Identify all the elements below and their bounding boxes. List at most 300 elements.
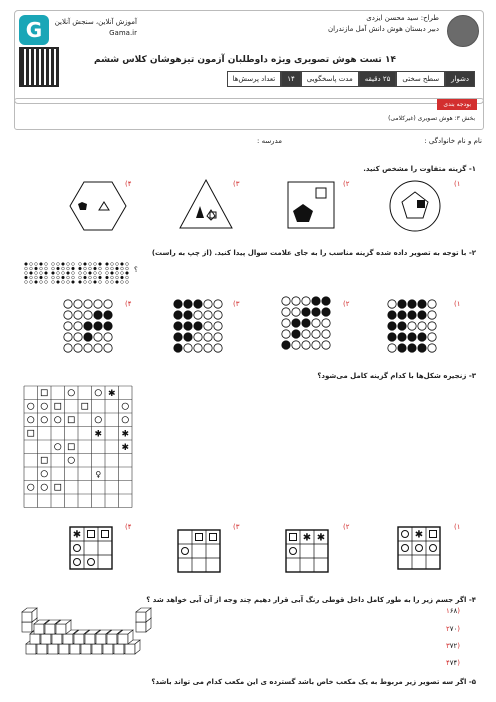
square-symbol <box>430 531 437 538</box>
dot-mark <box>302 308 310 316</box>
circle-symbol <box>41 471 47 477</box>
sequence-dot <box>40 272 43 275</box>
dot-mark <box>184 311 192 319</box>
dot-mark <box>214 333 222 341</box>
dot-mark <box>292 330 300 338</box>
dot-mark <box>94 300 102 308</box>
dot-mark <box>74 311 82 319</box>
q1-option3-figure <box>178 178 234 230</box>
circle-symbol <box>88 559 95 566</box>
dot-mark <box>84 333 92 341</box>
sequence-dot <box>84 276 87 279</box>
q3-option4-grid <box>70 527 118 575</box>
sequence-dot <box>126 281 129 284</box>
circle-symbol <box>74 545 81 552</box>
sequence-dot <box>30 272 33 275</box>
sequence-dot <box>121 267 124 270</box>
dot-mark <box>104 322 112 330</box>
sequence-dot <box>84 281 87 284</box>
dot-mark <box>84 311 92 319</box>
dot-mark <box>204 300 212 308</box>
dot-mark <box>282 319 290 327</box>
cube-face <box>74 634 84 644</box>
question-3 <box>317 372 476 380</box>
question-text: اگر سه تصویر زیر مربوط به یک مکعب خاص باشد گسترده ی این مکعب کدام می تواند باشد؟ <box>151 678 467 686</box>
dot-mark <box>312 330 320 338</box>
section-tag: بودجه بندی <box>437 99 477 110</box>
cube-face <box>70 644 80 654</box>
sequence-dot <box>121 263 124 266</box>
section-box <box>14 98 484 130</box>
circle-symbol <box>416 545 423 552</box>
circle-symbol <box>41 417 47 423</box>
dot-mark <box>292 308 300 316</box>
dot-mark <box>312 341 320 349</box>
square-symbol <box>290 534 297 541</box>
dot-mark <box>64 311 72 319</box>
dot-mark <box>398 344 406 352</box>
sequence-dot <box>62 272 65 275</box>
square-symbol <box>41 457 47 463</box>
sequence-dot <box>57 276 60 279</box>
dot-mark <box>398 322 406 330</box>
square-symbol <box>41 390 47 396</box>
option-label[interactable]: (۲ <box>343 180 350 188</box>
dot-mark <box>174 322 182 330</box>
option-label[interactable]: (۲ <box>343 300 350 308</box>
sequence-dot <box>52 267 55 270</box>
question-text: گزینه متفاوت را مشخص کنید. <box>363 165 467 173</box>
dot-mark <box>418 311 426 319</box>
cube-face <box>56 624 66 634</box>
sequence-dot <box>25 272 28 275</box>
dot-mark <box>74 344 82 352</box>
sequence-dot <box>30 281 33 284</box>
dot-mark <box>214 322 222 330</box>
question-number: ۳- <box>468 372 476 380</box>
sequence-dot <box>94 276 97 279</box>
question-text: با توجه به تصویر داده شده گزینه مناسب را به جای علامت سوال پیدا کنید. (از چپ به راست) <box>151 249 467 257</box>
key-symbol: ♀ <box>95 469 102 479</box>
sequence-dot <box>62 263 65 266</box>
dot-mark <box>398 300 406 308</box>
sequence-dot <box>40 267 43 270</box>
question-1 <box>363 165 476 173</box>
cube-face <box>136 622 146 632</box>
square-symbol <box>196 534 203 541</box>
qr-code-icon[interactable] <box>19 47 59 87</box>
dot-mark <box>74 322 82 330</box>
brand-logo-block[interactable] <box>19 15 139 45</box>
circle-symbol <box>28 417 34 423</box>
star-symbol: ✱ <box>316 532 326 544</box>
info-label: مدت پاسخگویی <box>301 71 359 87</box>
circle-symbol <box>68 457 74 463</box>
answer-option[interactable]: (۲۷۰ <box>445 625 460 633</box>
circle-symbol <box>402 531 409 538</box>
option-label[interactable]: (۱ <box>454 300 461 308</box>
sequence-dot <box>40 263 43 266</box>
question-text: اگر جسم زیر را به طور کامل داخل قوطی رنگ آبی قرار دهیم چند وجه از آن آبی خواهد شد ؟ <box>146 596 467 604</box>
info-label: سطح سختی <box>396 71 445 87</box>
q2-option2-dots <box>280 295 332 355</box>
circle-symbol <box>55 444 61 450</box>
dot-mark <box>408 322 416 330</box>
cube-face <box>81 644 91 654</box>
sequence-dot <box>67 272 70 275</box>
sequence-dot <box>116 272 119 275</box>
sequence-dot <box>94 281 97 284</box>
cube-face <box>37 644 47 654</box>
author-school: دبیر دبستان هوش دانش آمل مازندران <box>328 25 439 33</box>
dot-mark <box>94 333 102 341</box>
dot-mark <box>428 344 436 352</box>
sequence-dot <box>57 281 60 284</box>
dot-mark <box>428 311 436 319</box>
dot-mark <box>312 308 320 316</box>
dot-mark <box>398 333 406 341</box>
sequence-dot <box>72 263 75 266</box>
circle-symbol <box>41 484 47 490</box>
circle-symbol <box>182 548 189 555</box>
sequence-dot <box>79 267 82 270</box>
sequence-dot <box>116 263 119 266</box>
dot-mark <box>388 322 396 330</box>
cube-face <box>26 644 36 654</box>
sequence-dot <box>40 276 43 279</box>
q2-option1-dots <box>386 298 438 358</box>
dot-mark <box>388 300 396 308</box>
sequence-dot <box>62 276 65 279</box>
dot-mark <box>408 300 416 308</box>
sequence-dot <box>79 276 82 279</box>
sequence-dot <box>25 276 28 279</box>
star-symbol: ✱ <box>107 388 116 399</box>
circle-symbol <box>95 390 101 396</box>
sequence-dot <box>126 263 129 266</box>
sequence-dot <box>45 276 48 279</box>
sequence-dot <box>94 272 97 275</box>
q1-option4-figure <box>70 180 126 232</box>
square-symbol <box>102 531 109 538</box>
sequence-dot <box>116 267 119 270</box>
sequence-dot <box>111 272 114 275</box>
sequence-dot <box>111 263 114 266</box>
sequence-dot <box>62 267 65 270</box>
sequence-dot <box>72 281 75 284</box>
option-label[interactable]: (۳ <box>233 300 240 308</box>
brand-tagline: آموزش آنلاین، سنجش آنلاین <box>54 18 137 26</box>
square-symbol <box>88 531 95 538</box>
dot-mark <box>282 341 290 349</box>
dot-mark <box>418 322 426 330</box>
sequence-dot <box>126 276 129 279</box>
dot-mark <box>204 344 212 352</box>
header-box <box>14 10 484 104</box>
q2-option4-dots <box>62 298 114 358</box>
option-label[interactable]: (۱ <box>454 523 461 531</box>
option-label[interactable]: (۴ <box>125 180 132 188</box>
sequence-dot <box>57 267 60 270</box>
dot-mark <box>322 341 330 349</box>
exam-title: ۱۴ تست هوش تصویری ویژه داوطلبان آزمون تیزهوشان کلاس ششم <box>94 55 396 65</box>
dot-mark <box>204 311 212 319</box>
dot-mark <box>64 322 72 330</box>
dot-mark <box>408 333 416 341</box>
question-mark: ؟ <box>134 266 138 274</box>
cube-face <box>34 624 44 634</box>
dot-mark <box>292 297 300 305</box>
dot-mark <box>104 311 112 319</box>
sequence-dot <box>25 263 28 266</box>
question-2 <box>152 249 476 257</box>
dot-mark <box>204 333 212 341</box>
question-number: ۱- <box>468 165 476 173</box>
cube-face <box>118 634 128 644</box>
sequence-dot <box>99 263 102 266</box>
q3-option2-grid <box>286 530 334 578</box>
exam-info-bar <box>227 71 475 87</box>
dot-mark <box>428 322 436 330</box>
star-symbol: ✱ <box>302 532 312 544</box>
sequence-dot <box>67 281 70 284</box>
dot-mark <box>184 322 192 330</box>
dot-mark <box>408 344 416 352</box>
q1-option2-figure <box>286 180 336 230</box>
dot-mark <box>322 319 330 327</box>
q2-sequence-pattern <box>24 262 134 286</box>
dot-mark <box>184 344 192 352</box>
sequence-dot <box>72 276 75 279</box>
cube-face <box>85 634 95 644</box>
sequence-dot <box>45 272 48 275</box>
question-4 <box>146 596 476 604</box>
dot-mark <box>64 300 72 308</box>
info-value: ۲۵ دقیقه <box>359 71 397 87</box>
sequence-dot <box>99 276 102 279</box>
sequence-dot <box>121 272 124 275</box>
dot-mark <box>388 311 396 319</box>
circle-symbol <box>28 484 34 490</box>
sequence-dot <box>72 267 75 270</box>
question-number: ۴- <box>468 596 476 604</box>
sequence-dot <box>106 276 109 279</box>
dot-mark <box>408 311 416 319</box>
dot-mark <box>174 333 182 341</box>
cube-face <box>45 624 55 634</box>
dot-mark <box>282 330 290 338</box>
sequence-dot <box>72 272 75 275</box>
sequence-dot <box>35 272 38 275</box>
dot-mark <box>214 344 222 352</box>
dot-mark <box>302 297 310 305</box>
author-info <box>328 13 439 35</box>
option-label[interactable]: (۴ <box>125 300 132 308</box>
dot-mark <box>64 333 72 341</box>
dot-mark <box>84 344 92 352</box>
sequence-dot <box>106 281 109 284</box>
question-number: ۵- <box>468 678 476 686</box>
sequence-dot <box>35 276 38 279</box>
dot-mark <box>428 300 436 308</box>
sequence-dot <box>67 263 70 266</box>
sequence-dot <box>106 263 109 266</box>
dot-mark <box>174 300 182 308</box>
sequence-dot <box>79 263 82 266</box>
info-label: تعداد پرسش‌ها <box>227 71 282 87</box>
star-symbol: ✱ <box>72 529 82 541</box>
option-label[interactable]: (۲ <box>343 523 350 531</box>
sequence-dot <box>52 272 55 275</box>
circle-symbol <box>74 559 81 566</box>
sequence-dot <box>89 263 92 266</box>
dot-mark <box>194 333 202 341</box>
option-label[interactable]: (۳ <box>233 523 240 531</box>
sequence-dot <box>35 263 38 266</box>
sequence-dot <box>106 272 109 275</box>
dot-mark <box>388 333 396 341</box>
dot-mark <box>204 322 212 330</box>
sequence-dot <box>25 281 28 284</box>
sequence-dot <box>30 263 33 266</box>
cube-face <box>63 634 73 644</box>
star-symbol: ✱ <box>94 429 103 440</box>
sequence-dot <box>67 267 70 270</box>
cube-face <box>59 644 69 654</box>
sequence-dot <box>30 276 33 279</box>
name-label: نام و نام خانوادگی : <box>424 137 482 145</box>
square-symbol <box>68 444 74 450</box>
option-label[interactable]: (۱ <box>454 180 461 188</box>
dot-mark <box>398 311 406 319</box>
sequence-dot <box>35 281 38 284</box>
info-value: دشوار <box>445 71 475 87</box>
section-text: بخش ۳: هوش تصویری (غیرکلامی) <box>388 115 475 122</box>
sequence-dot <box>52 281 55 284</box>
square-symbol <box>55 403 61 409</box>
sequence-dot <box>84 272 87 275</box>
dot-mark <box>194 300 202 308</box>
dot-mark <box>94 322 102 330</box>
sequence-dot <box>121 276 124 279</box>
sequence-dot <box>45 281 48 284</box>
cube-face <box>96 634 106 644</box>
sequence-dot <box>52 263 55 266</box>
q3-option3-grid <box>178 530 226 578</box>
square-symbol <box>55 484 61 490</box>
sequence-dot <box>116 276 119 279</box>
dot-mark <box>302 330 310 338</box>
sequence-dot <box>126 267 129 270</box>
sequence-dot <box>94 263 97 266</box>
sequence-dot <box>126 272 129 275</box>
author-avatar <box>447 15 479 47</box>
sequence-dot <box>67 276 70 279</box>
question-5 <box>151 678 476 686</box>
dot-mark <box>84 300 92 308</box>
gama-logo-icon: G <box>19 15 49 45</box>
question-number: ۲- <box>468 249 476 257</box>
dot-mark <box>322 308 330 316</box>
sequence-dot <box>30 267 33 270</box>
dot-mark <box>94 311 102 319</box>
dot-mark <box>104 344 112 352</box>
sequence-dot <box>52 276 55 279</box>
q3-option1-grid <box>398 527 446 575</box>
option-label[interactable]: (۴ <box>125 523 132 531</box>
dot-mark <box>194 344 202 352</box>
school-label: مدرسه : <box>256 137 282 145</box>
sequence-dot <box>111 267 114 270</box>
sequence-dot <box>99 281 102 284</box>
dot-mark <box>312 319 320 327</box>
sequence-dot <box>79 272 82 275</box>
dot-mark <box>174 311 182 319</box>
sequence-dot <box>99 272 102 275</box>
dot-mark <box>322 330 330 338</box>
sequence-dot <box>89 272 92 275</box>
dot-mark <box>64 344 72 352</box>
cube-face <box>92 644 102 654</box>
sequence-dot <box>99 267 102 270</box>
q3-sequence-grid <box>24 386 134 511</box>
dot-mark <box>74 300 82 308</box>
cube-face <box>41 634 51 644</box>
sequence-dot <box>79 281 82 284</box>
sequence-dot <box>40 281 43 284</box>
star-symbol: ✱ <box>121 442 130 453</box>
circle-symbol <box>122 403 128 409</box>
sequence-dot <box>121 281 124 284</box>
q2-option3-dots <box>172 298 224 358</box>
answer-option[interactable]: (۴۷۴ <box>445 659 460 667</box>
dot-mark <box>418 344 426 352</box>
sequence-dot <box>89 281 92 284</box>
cube-face <box>48 644 58 654</box>
q1-option1-figure <box>388 180 442 232</box>
cube-face <box>52 634 62 644</box>
square-symbol <box>28 430 34 436</box>
circle-symbol <box>41 403 47 409</box>
cube-face <box>30 634 40 644</box>
sequence-dot <box>106 267 109 270</box>
info-value: ۱۴ <box>281 71 301 87</box>
answer-option[interactable]: (۱۶۸ <box>445 607 460 615</box>
dot-mark <box>214 300 222 308</box>
dot-mark <box>418 300 426 308</box>
dot-mark <box>312 297 320 305</box>
sequence-dot <box>35 267 38 270</box>
dot-mark <box>74 333 82 341</box>
circle-symbol <box>55 417 61 423</box>
circle-symbol <box>95 417 101 423</box>
dot-mark <box>302 341 310 349</box>
dot-mark <box>84 322 92 330</box>
sequence-dot <box>94 267 97 270</box>
sequence-dot <box>25 267 28 270</box>
dot-mark <box>94 344 102 352</box>
dot-mark <box>292 341 300 349</box>
option-label[interactable]: (۳ <box>233 180 240 188</box>
cube-face <box>136 612 146 622</box>
sequence-dot <box>84 267 87 270</box>
star-symbol: ✱ <box>414 529 424 541</box>
dot-mark <box>214 311 222 319</box>
sequence-dot <box>89 267 92 270</box>
dot-mark <box>302 319 310 327</box>
circle-symbol <box>430 545 437 552</box>
answer-option[interactable]: (۳۷۲ <box>445 642 460 650</box>
